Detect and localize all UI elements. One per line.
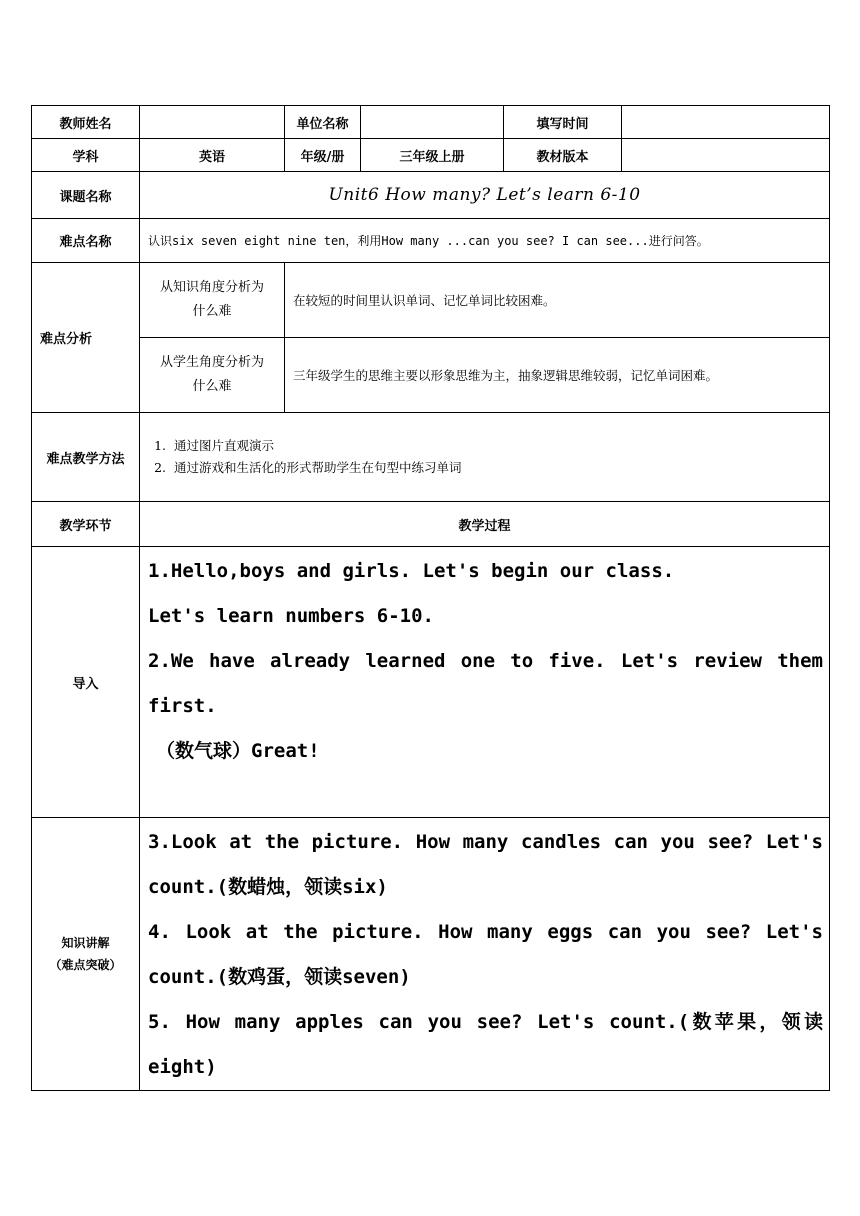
knowledge-angle-value: 在较短的时间里认识单词、记忆单词比较困难。	[285, 263, 830, 338]
knowledge-line: 3.Look at the picture. How many candles can you see? Let's	[148, 831, 823, 853]
analysis-label: 难点分析	[32, 263, 140, 413]
method-list	[148, 435, 829, 479]
knowledge-content	[140, 818, 830, 1091]
method-list-cell	[140, 413, 830, 502]
intro-line: （数气球）Great!	[156, 740, 320, 762]
topic-value: Unit6 How many? Let’s learn 6-10	[140, 172, 830, 219]
fill-time-value[interactable]	[622, 106, 830, 139]
process-header: 教学过程	[140, 502, 830, 547]
intro-line: Let's learn numbers 6-10.	[148, 605, 434, 627]
method-label: 难点教学方法	[32, 413, 140, 502]
edition-label: 教材版本	[504, 139, 622, 172]
grade-label: 年级/册	[285, 139, 361, 172]
intro-label: 导入	[32, 547, 140, 818]
teacher-name-value[interactable]	[140, 106, 285, 139]
fill-time-label: 填写时间	[504, 106, 622, 139]
student-angle-label	[140, 338, 285, 413]
knowledge-line: count.(数鸡蛋，领读seven)	[148, 966, 411, 988]
lesson-plan-table	[31, 105, 830, 1091]
difficulty-label: 难点名称	[32, 219, 140, 263]
intro-line: 1.Hello,boys and girls. Let's begin our class.	[148, 560, 675, 582]
intro-content	[140, 547, 830, 818]
stage-header: 教学环节	[32, 502, 140, 547]
difficulty-value: 认识six seven eight nine ten，利用How many ...can you see? I can see...进行问答。	[140, 219, 830, 263]
teacher-name-label: 教师姓名	[32, 106, 140, 139]
method-item: 1. 通过图片直观演示	[170, 435, 829, 457]
student-angle-label-line1: 从学生角度分析为	[159, 355, 264, 370]
intro-line: first.	[148, 695, 217, 717]
student-angle-value: 三年级学生的思维主要以形象思维为主，抽象逻辑思维较弱，记忆单词困难。	[285, 338, 830, 413]
subject-label: 学科	[32, 139, 140, 172]
subject-value: 英语	[140, 139, 285, 172]
intro-line: 2.We have already learned one to five. Let's review them	[148, 650, 823, 672]
topic-label: 课题名称	[32, 172, 140, 219]
knowledge-line: 4. Look at the picture. How many eggs can you see? Let's	[148, 921, 823, 943]
knowledge-angle-label-line2: 什么难	[192, 304, 232, 319]
knowledge-angle-label	[140, 263, 285, 338]
unit-name-label: 单位名称	[285, 106, 361, 139]
knowledge-section-label	[32, 818, 140, 1091]
knowledge-line: 5. How many apples can you see? Let's count.(数苹果，领读	[148, 1011, 823, 1033]
knowledge-label-line1: 知识讲解	[61, 936, 110, 950]
method-item: 2. 通过游戏和生活化的形式帮助学生在句型中练习单词	[170, 457, 829, 479]
edition-value[interactable]	[622, 139, 830, 172]
knowledge-line: eight)	[148, 1056, 217, 1078]
grade-value: 三年级上册	[361, 139, 504, 172]
knowledge-label-line2: （难点突破）	[49, 958, 122, 972]
knowledge-angle-label-line1: 从知识角度分析为	[159, 280, 264, 295]
unit-name-value[interactable]	[361, 106, 504, 139]
knowledge-line: count.(数蜡烛，领读six)	[148, 876, 388, 898]
student-angle-label-line2: 什么难	[192, 379, 232, 394]
